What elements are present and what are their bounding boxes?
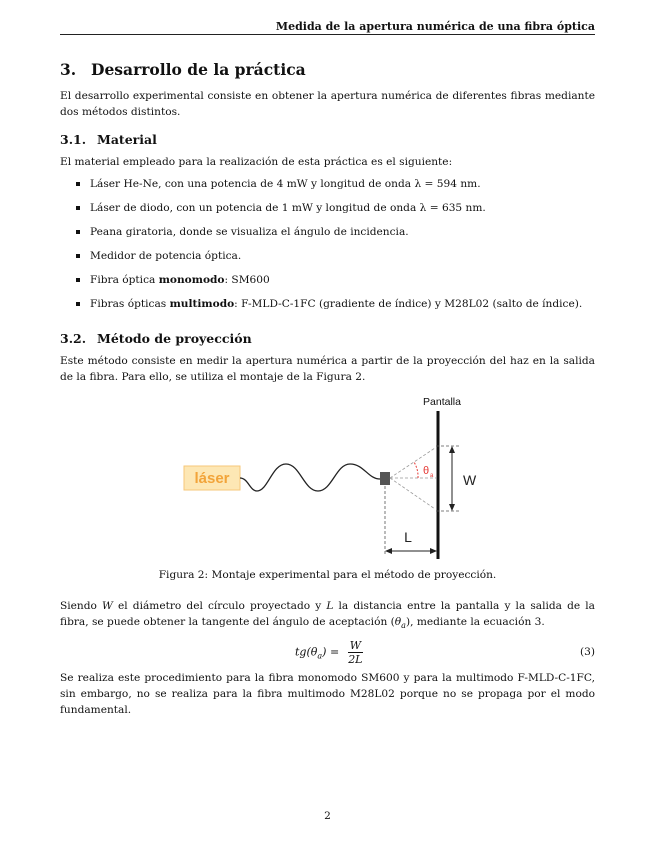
fiber-coil — [240, 464, 380, 491]
list-item-bold: multimodo — [169, 298, 235, 310]
list-item — [76, 296, 596, 320]
equation-fraction — [348, 639, 363, 666]
explanation-text: la distancia entre la pantalla y la salida de la fibra, se puede obtener la tangente del ángulo de aceptación ( — [60, 600, 595, 628]
material-list — [76, 176, 596, 320]
acceptance-angle-arc — [414, 462, 418, 478]
width-arrow-head-up — [449, 446, 455, 453]
laser-label: láser — [194, 470, 230, 487]
math-subscript: a — [401, 621, 406, 631]
list-item — [76, 224, 596, 248]
equation-function: tg — [295, 645, 307, 659]
math-l: L — [326, 600, 334, 612]
subsection-number: 3.2. — [60, 331, 87, 346]
distance-label: L — [404, 529, 412, 545]
distance-arrow-head-left — [385, 548, 392, 554]
angle-label: θ — [423, 465, 430, 477]
math-w: W — [102, 600, 113, 612]
subsection-title: Material — [97, 132, 157, 147]
beam-lower-ray — [390, 478, 435, 509]
list-item-suffix: : SM600 — [224, 274, 270, 286]
explanation-paragraph — [60, 598, 595, 634]
equation-subscript: a — [317, 651, 323, 661]
bullet-icon — [76, 182, 80, 186]
section-intro-paragraph: El desarrollo experimental consiste en obtener la apertura numérica de diferentes fibras mediante dos métodos distintos. — [60, 90, 595, 118]
running-header: Medida de la apertura numérica de una fibra óptica — [275, 20, 595, 33]
distance-arrow-head-right — [430, 548, 437, 554]
subsection-heading-material — [60, 132, 157, 147]
bullet-icon — [76, 206, 80, 210]
math-theta: θ — [394, 616, 402, 628]
explanation-text: ), mediante la ecuación 3. — [405, 616, 545, 628]
list-item — [76, 176, 596, 200]
list-item-prefix: Fibra óptica — [90, 274, 159, 286]
list-item-text: Láser de diodo, con un potencia de 1 mW y longitud de onda λ = 635 nm. — [90, 202, 486, 214]
screen-label: Pantalla — [423, 396, 461, 408]
width-arrow-head-down — [449, 504, 455, 511]
subsection-title: Método de proyección — [97, 331, 252, 346]
equation-number: (3) — [580, 646, 596, 658]
list-item-bold: monomodo — [158, 274, 225, 286]
equation-denominator: 2L — [348, 653, 363, 666]
header-rule — [60, 34, 595, 35]
subsection-heading-projection — [60, 331, 252, 346]
equation-theta: θ — [310, 645, 318, 659]
list-item — [76, 272, 596, 296]
projection-intro: Este método consiste en medir la apertura numérica a partir de la proyección del haz en la salida de la fibra. Para ello, se utiliza el montaje de la Figura 2. — [60, 355, 595, 383]
figure-caption: Figura 2: Montaje experimental para el método de proyección. — [158, 569, 497, 581]
list-item-suffix: : F-MLD-C-1FC (gradiente de índice) y M28L02 (salto de índice). — [234, 298, 583, 310]
explanation-text: Siendo — [60, 600, 103, 612]
fiber-output — [380, 472, 390, 485]
list-item — [76, 248, 596, 272]
page-number: 2 — [324, 810, 331, 822]
projection-setup-figure — [180, 394, 480, 559]
bullet-icon — [76, 302, 80, 306]
material-intro: El material empleado para la realización de esta práctica es el siguiente: — [60, 156, 453, 168]
list-item-text: Peana giratoria, donde se visualiza el ángulo de incidencia. — [90, 226, 409, 238]
bullet-icon — [76, 278, 80, 282]
width-label: W — [463, 472, 477, 488]
explanation-text: el diámetro del círculo proyectado y — [112, 600, 327, 612]
list-item-text: Medidor de potencia óptica. — [90, 250, 242, 262]
bullet-icon — [76, 230, 80, 234]
section-title: Desarrollo de la práctica — [91, 60, 306, 79]
list-item — [76, 200, 596, 224]
setup-diagram — [180, 394, 480, 559]
list-item-text: Láser He-Ne, con una potencia de 4 mW y longitud de onda λ = 594 nm. — [90, 178, 481, 190]
equation-numerator: W — [349, 639, 361, 652]
section-number: 3. — [60, 60, 77, 79]
subsection-number: 3.1. — [60, 132, 87, 147]
bullet-icon — [76, 254, 80, 258]
section-heading — [60, 60, 306, 79]
angle-subscript: a — [430, 473, 434, 479]
list-item-prefix: Fibras ópticas — [90, 298, 170, 310]
equation: $tg(\theta_a)$ = $\frac{W}{2L}$ — [295, 639, 363, 666]
conclusion-paragraph: Se realiza este procedimiento para la fibra monomodo SM600 y para la multimodo F-MLD-C-1FC, sin embargo, no se realiza para la fibra multimodo M28L02 porque no se propaga por el modo fundamental. — [60, 672, 595, 716]
